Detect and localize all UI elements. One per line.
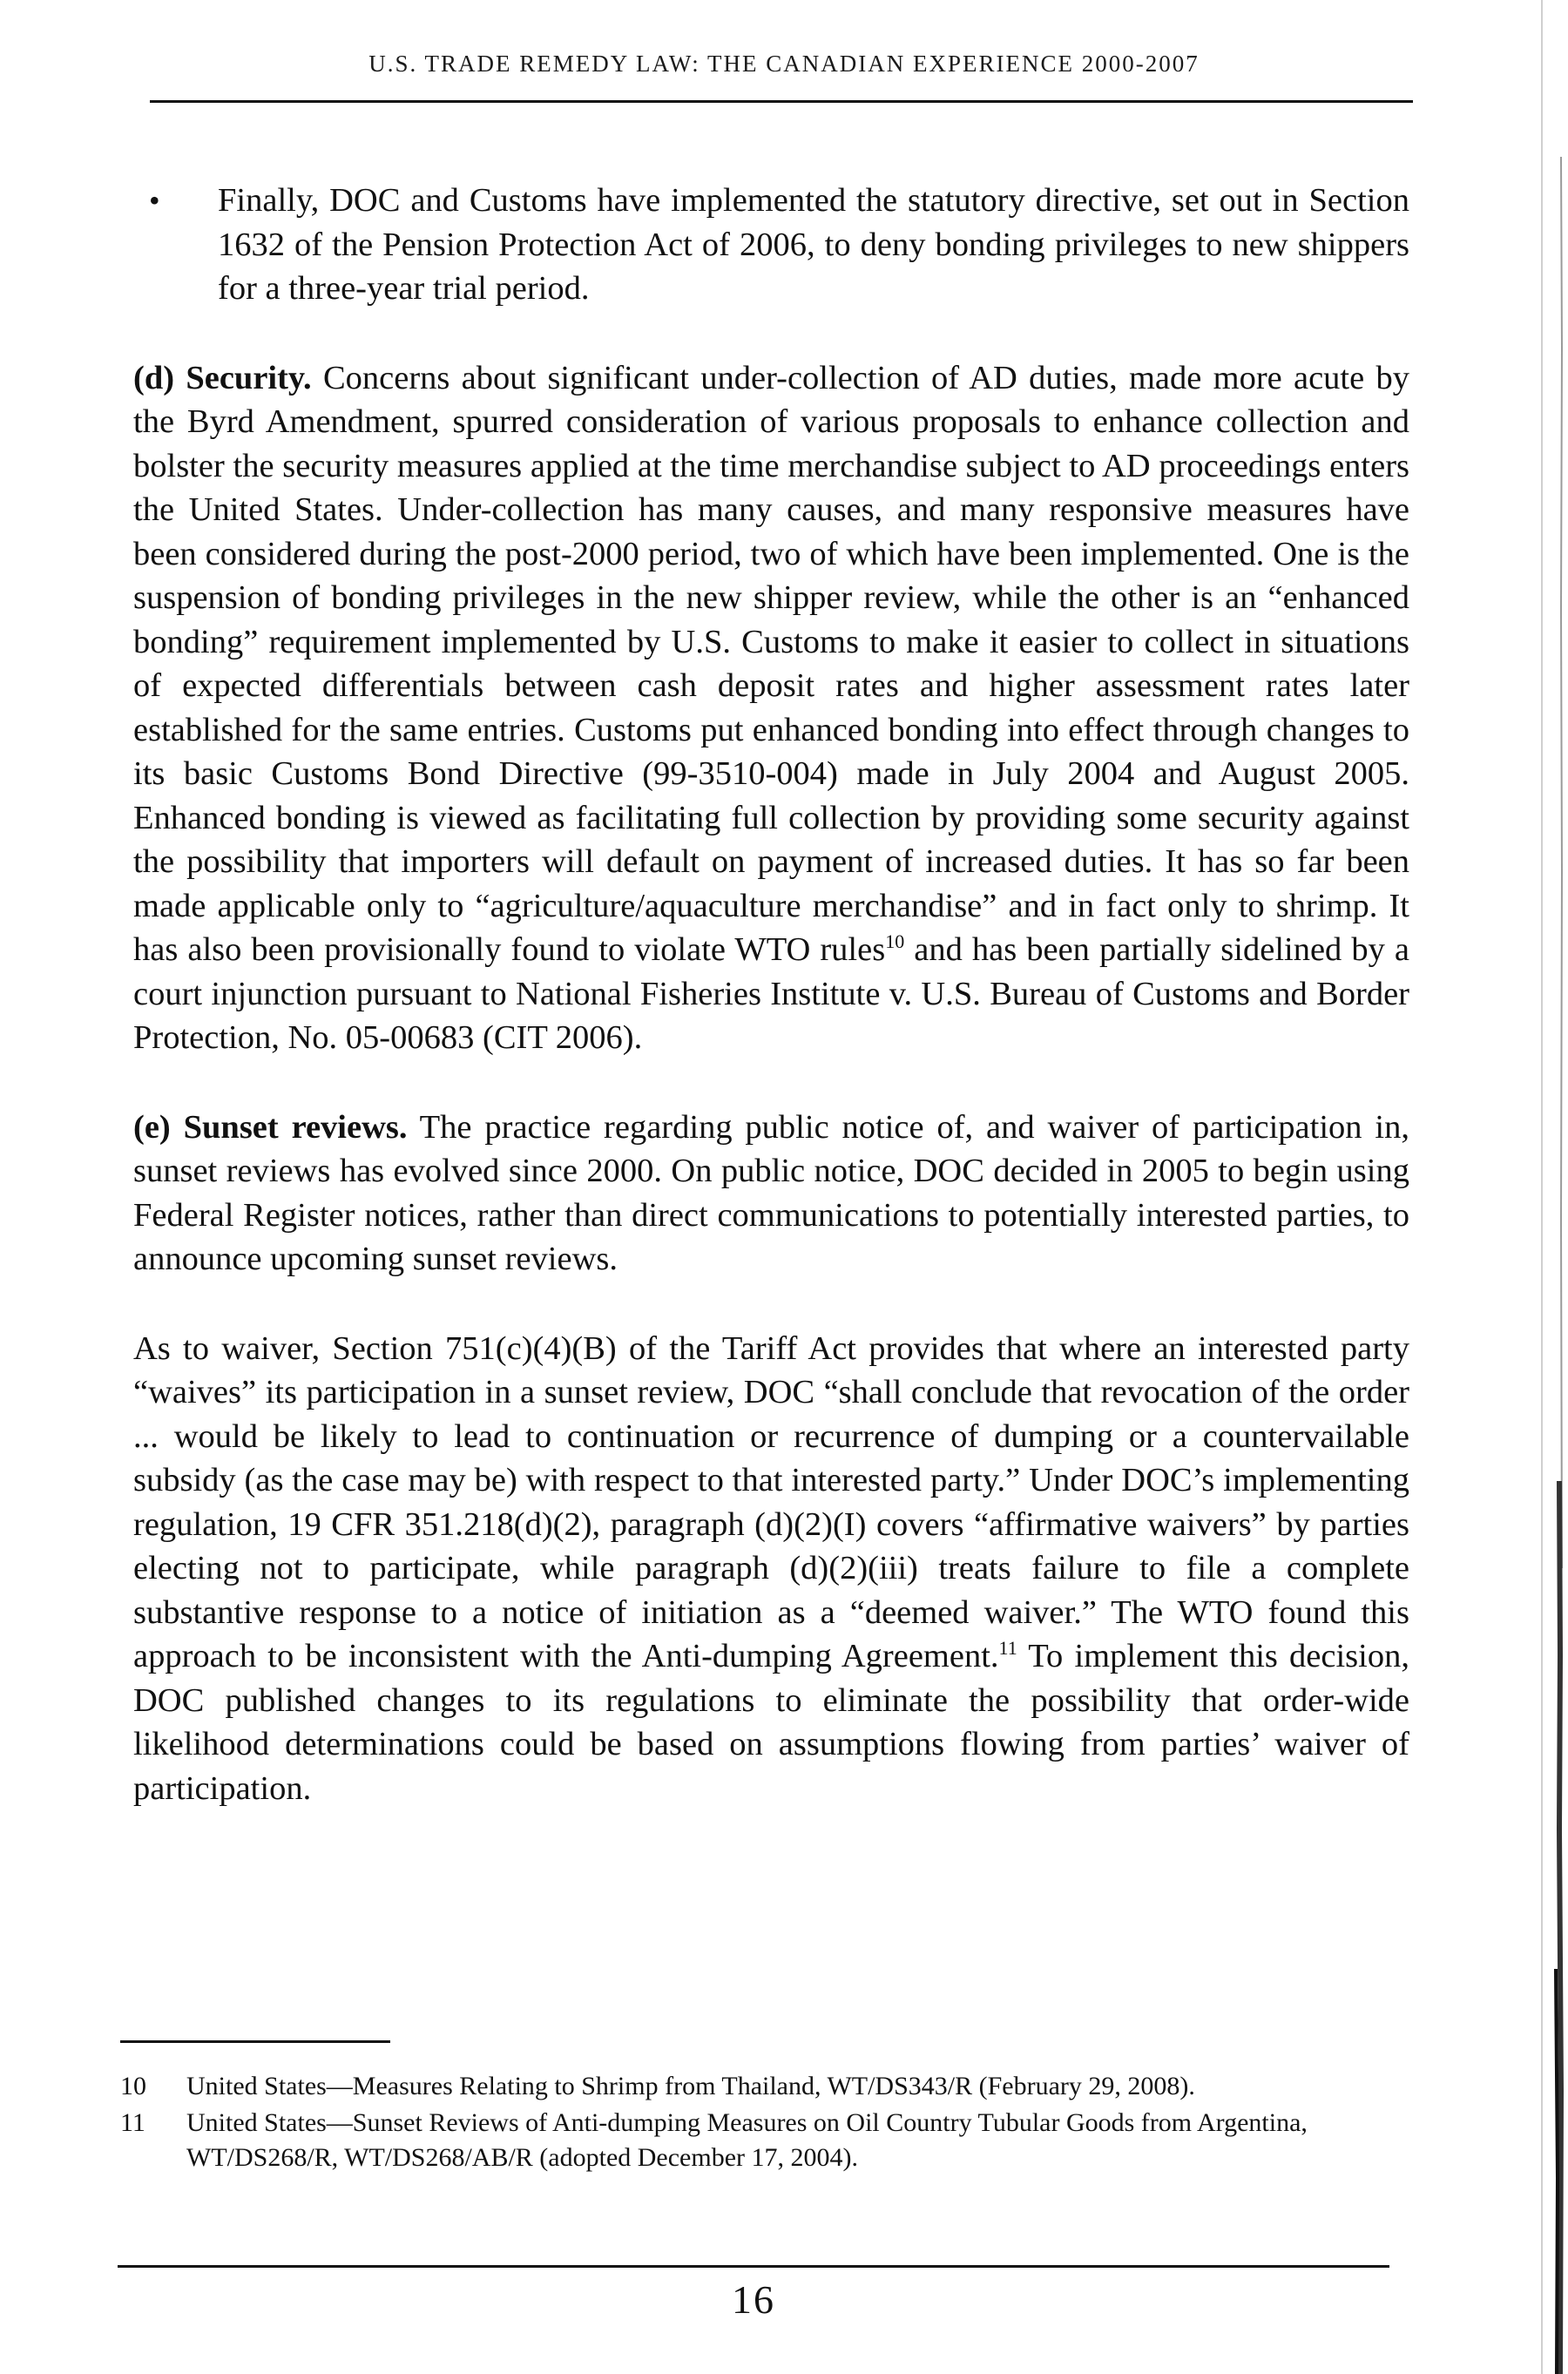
security-heading: (d) Security. <box>133 359 312 396</box>
footnote-number: 10 <box>120 2072 146 2100</box>
waiver-text-b: To implement this decision, DOC published changes to its regulations to eliminate the possibility that order-wide likelihood determinations could be based on assumptions flowing from parties’ waiver of participation. <box>133 1638 1409 1807</box>
footnote-rule <box>120 2040 390 2043</box>
bullet-item <box>133 179 1409 311</box>
header-rule <box>150 100 1413 103</box>
waiver-paragraph <box>133 1327 1409 1811</box>
footnote-text: United States—Sunset Reviews of Anti-dumping Measures on Oil Country Tubular Goods from Argentina, WT/DS268/R, WT/DS268/AB/R (adopted December 17, 2004). <box>186 2108 1308 2172</box>
bullet-icon: • <box>149 183 160 218</box>
footnote-text: United States—Measures Relating to Shrimp from Thailand, WT/DS343/R (February 29, 2008). <box>186 2072 1195 2100</box>
footnote-ref-10[interactable]: 10 <box>885 930 905 953</box>
security-paragraph <box>133 356 1409 1060</box>
body-text <box>133 179 1409 1856</box>
footer-rule <box>118 2265 1389 2268</box>
security-text-b: and has been partially sidelined by a court injunction pursuant to National Fisheries Institute v. U.S. Bureau of Customs and Border Protection, No. 05-00683 (CIT 2006). <box>133 931 1409 1056</box>
page-number: 16 <box>732 2277 775 2322</box>
sunset-paragraph <box>133 1106 1409 1282</box>
footnote-10 <box>120 2069 1409 2104</box>
running-head: U.S. TRADE REMEDY LAW: THE CANADIAN EXPERIENCE 2000-2007 <box>368 51 1200 77</box>
footnotes <box>120 2069 1409 2177</box>
sunset-text: The practice regarding public notice of, and waiver of participation in, sunset reviews has evolved since 2000. On public notice, DOC decided in 2005 to begin using Federal Register notices, rather than direct communications to potentially interested parties, to announce upcoming sunset reviews. <box>133 1108 1409 1277</box>
footnote-ref-11[interactable]: 11 <box>998 1637 1017 1660</box>
scan-binding-edge <box>1535 0 1568 2374</box>
waiver-text-a: As to waiver, Section 751(c)(4)(B) of the Tariff Act provides that where an interested party “waives” its participation in a sunset review, DOC “shall conclude that revocation of the order ... would be likely to lead to continuation or recurrence of dumping or a countervailable subsidy (as the case may be) with respect to that interested party.” Under DOC’s implementing regulation, 19 CFR 351.218(d)(2), paragraph (d)(2)(I) covers “affirmative waivers” by parties electing not to participate, while paragraph (d)(2)(iii) treats failure to file a complete substantive response to a notice of initiation as a “deemed waiver.” The WTO found this approach to be inconsistent with the Anti-dumping Agreement. <box>133 1329 1409 1674</box>
sunset-heading: (e) Sunset reviews. <box>133 1108 408 1146</box>
footnote-11 <box>120 2106 1409 2175</box>
security-text-a: Concerns about significant under-collection of AD duties, made more acute by the Byrd Amendment, spurred consideration of various proposals to enhance collection and bolster the security measures applied at the time merchandise subject to AD proceedings enters the United States. Under-collection has many causes, and many responsive measures have been considered during the post-2000 period, two of which have been implemented. One is the suspension of bonding privileges in the new shipper review, while the other is an “enhanced bonding” requirement implemented by U.S. Customs to make it easier to collect in situations of expected differentials between cash deposit rates and higher assessment rates later established for the same entries. Customs put enhanced bonding into effect through changes to its basic Customs Bond Directive (99-3510-004) made in July 2004 and August 2005. Enhanced bonding is viewed as facilitating full collection by providing some security against the possibility that importers will default on payment of increased duties. It has so far been made applicable only to “agriculture/aquaculture merchandise” and in fact only to shrimp. It has also been provisionally found to violate WTO rules <box>133 359 1409 968</box>
bullet-text: Finally, DOC and Customs have implemented the statutory directive, set out in Section 1632 of the Pension Protection Act of 2006, to deny bonding privileges to new shippers for a three-year trial period. <box>218 182 1409 307</box>
footnote-number: 11 <box>120 2108 145 2137</box>
